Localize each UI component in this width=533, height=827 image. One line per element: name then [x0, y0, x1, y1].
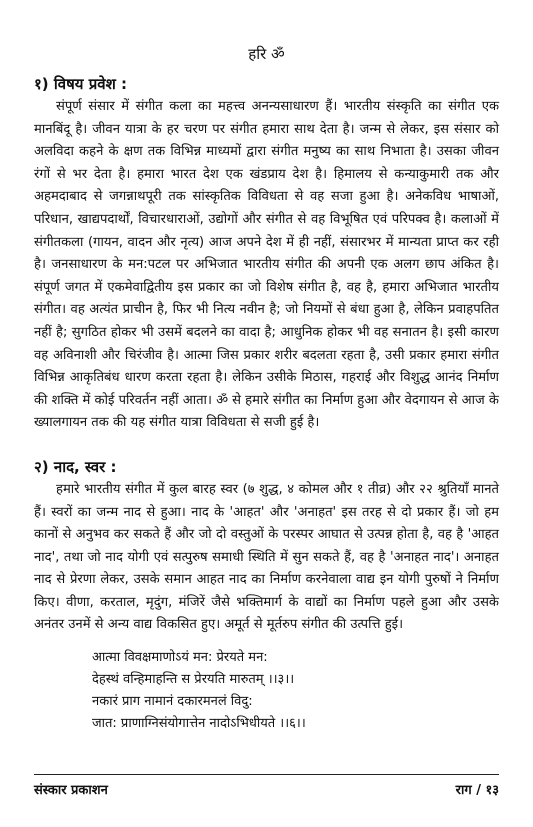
- verse-line: आत्मा विवक्षमाणोऽयं मन: प्रेरयते मन:: [92, 650, 268, 666]
- section-paragraph-intro: संपूर्ण संसार में संगीत कला का महत्त्व अनन्यसाधारण हैं। भारतीय संस्कृति का संगीत एक मानबिंदू है। जीवन यात्रा के हर चरण पर संगीत हमारा साथ देता है। जन्म से लेकर, इस संसार को अलविदा कहने के क्षण तक विभिन्न माध्यमों द्वारा संगीत मनुष्य का साथ निभाता है। उसका जीवन रंगों से भर देता है। हमारा भारत देश एक खंडप्राय देश है। हिमालय से कन्याकुमारी तक और अहमदाबाद से जगन्नाथपूरी तक सांस्कृतिक विविधता से वह सजा हुआ है। अनेकविध भाषाओं, परिधान, खाद्यपदार्थों, विचारधाराओं, उद्योगों और संगीत से वह विभूषित एवं परिपक्व है। कलाओं में संगीतकला (गायन, वादन और नृत्य) आज अपने देश में ही नहीं, संसारभर में मान्यता प्राप्त कर रही है। जनसाधारण के मन:पटल पर अभिजात भारतीय संगीत की अपनी एक अलग छाप अंकित है। संपूर्ण जगत में एकमेवाद्वितीय इस प्रकार का जो विशेष संगीत है, वह है, हमारा अभिजात भारतीय संगीत। वह अत्यंत प्राचीन है, फिर भी नित्य नवीन है; जो नियमों से बंधा हुआ है, लेकिन प्रवाहपतित नहीं है; सुगठित होकर भी उसमें बदलने का वादा है; आधुनिक होकर भी वह सनातन है। इसी कारण वह अविनाशी और चिरंजीव है। आत्मा जिस प्रकार शरीर बदलता रहता है, उसी प्रकार हमारा संगीत विभिन्न आकृतिबंध धारण करता रहता है। लेकिन उसीके मिठास, गहराई और विशुद्ध आनंद निर्माण की शक्ति में कोई परिवर्तन नहीं आता। ॐ से हमारे संगीत का निर्माण हुआ और वेदगायन से आज के ख्यालगायन तक की यह संगीत यात्रा विविधता से सजी हुई है।: [34, 99, 499, 431]
- footer-divider: [34, 774, 499, 775]
- publisher-name: संस्कार प्रकाशन: [34, 783, 108, 798]
- page-number: राग / १३: [455, 783, 499, 798]
- section-spacer: [34, 435, 499, 451]
- page-footer: [34, 780, 499, 798]
- invocation-header: हरि ॐ: [248, 45, 285, 63]
- verse-line: देहस्थं वन्हिमाहन्ति स प्रेरयति मारुतम् ।।३।।: [92, 672, 295, 688]
- verse-line: जात: प्राणाग्निसंयोगात्तेन नादोऽभिधीयते ।।६।।: [92, 716, 306, 732]
- section-heading-nad-swar: २) नाद, स्वर :: [34, 457, 117, 476]
- verse-line: नकारं प्राग नामानं दकारमनलं विदु:: [92, 694, 253, 710]
- section-heading-intro: १) विषय प्रवेश :: [34, 75, 127, 93]
- section-paragraph-nad-swar: हमारे भारतीय संगीत में कुल बारह स्वर (७ शुद्ध, ४ कोमल और १ तीव्र) और २२ श्रुतियाँ मानते हैं। स्वरों का जन्म नाद से हुआ। नाद के 'आहत' और 'अनाहत' इस तरह से दो प्रकार हैं। जो हम कानों से अनुभव कर सकते हैं और जो दो वस्तुओं के परस्पर आघात से उत्पन्न होता है, वह है 'आहत नाद', तथा जो नाद योगी एवं सत्पुरुष समाधी स्थिति में सुन सकते हैं, वह है 'अनाहत नाद'। अनाहत नाद से प्रेरणा लेकर, उसके समान आहत नाद का निर्माण करनेवाला वाद्य इन योगी पुरुषों ने निर्माण किए। वीणा, करताल, मृदुंग, मंजिरें जैसे भक्तिमार्ग के वाद्यों का निर्माण पहले हुआ और उसके अनंतर उनमें से अन्य वाद्य विकसित हुए। अमूर्त से मूर्तरुप संगीत की उत्पत्ति हुई।: [34, 481, 499, 633]
- sanskrit-verses: [92, 647, 499, 735]
